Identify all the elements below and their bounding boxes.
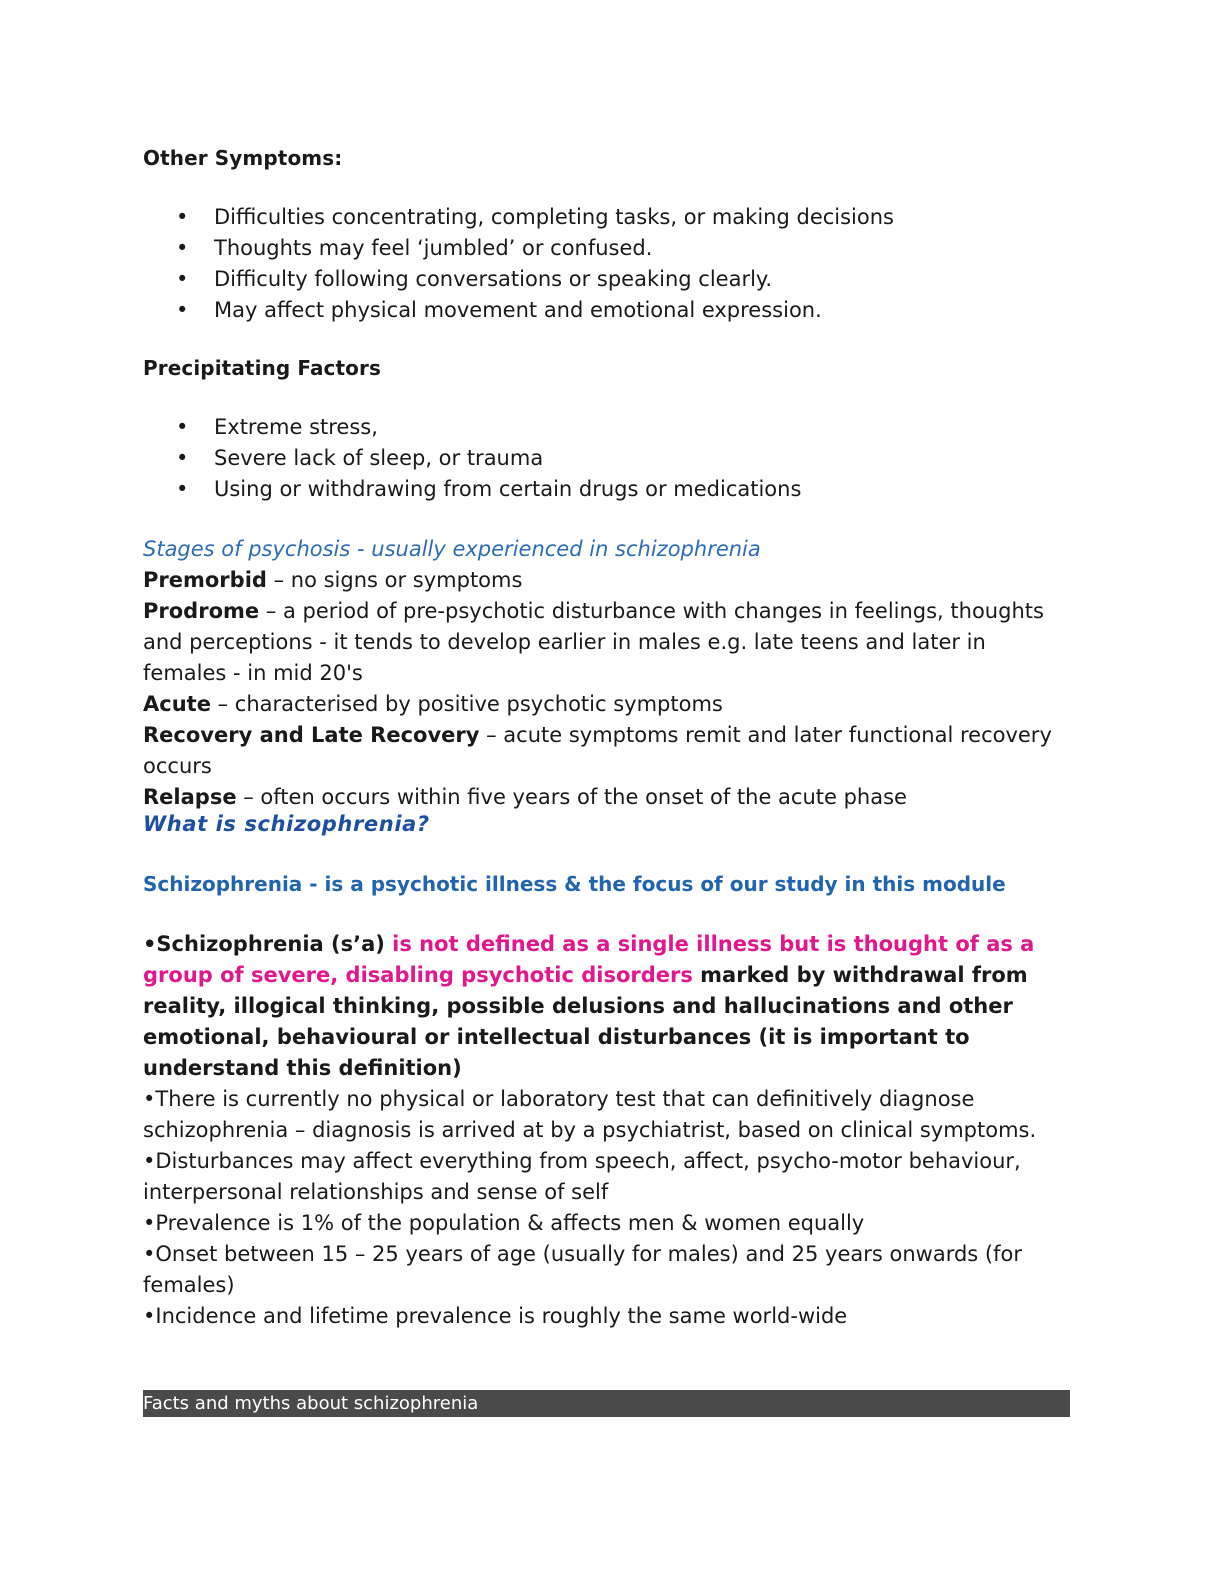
bullet-icon: • [176,205,189,229]
stage-term: Relapse [143,785,237,809]
bullet-icon: • [176,267,189,291]
list-item-text: Difficulties concentrating, completing tasks, or making decisions [214,205,894,229]
bullet-icon: • [176,236,189,260]
stage-term: Acute [143,692,211,716]
other-symptoms-heading: Other Symptoms: [143,146,343,170]
bullet-icon: • [176,477,189,501]
schizophrenia-subheading: Schizophrenia - is a psychotic illness & the focus of our study in this module [143,872,1006,896]
schizophrenia-body [143,929,1063,1332]
list-item-text: Difficulty following conversations or speaking clearly. [214,267,773,291]
point-diagnosis: •There is currently no physical or laboratory test that can definitively diagnose schizophrenia – diagnosis is arrived at by a psychiatrist, based on clinical symptoms. [143,1087,1037,1142]
definition-paragraph [143,929,1063,1084]
stage-description: – a period of pre-psychotic disturbance with changes in feelings, thoughts and perceptions - it tends to develop earlier in males e.g. late teens and later in females - in mid 20's [143,599,1044,685]
point-prevalence: •Prevalence is 1% of the population & affects men & women equally [143,1211,865,1235]
stage-relapse [143,782,1063,813]
list-item-text: Severe lack of sleep, or trauma [214,446,544,470]
stage-premorbid [143,565,1063,596]
precipitating-factors-list [143,412,1043,505]
list-item-text: May affect physical movement and emotional expression. [214,298,822,322]
stage-description: – acute symptoms remit and later functional recovery occurs [143,723,1052,778]
stage-description: – characterised by positive psychotic symptoms [210,692,723,716]
list-item [143,443,1043,474]
list-item [143,295,1043,326]
stage-term: Premorbid [143,568,267,592]
definition-rest: marked by withdrawal from reality, illogical thinking, possible delusions and hallucinations and other emotional, behavioural or intellectual disturbances (it is important to understand this definition) [143,963,1028,1080]
definition-lead: •Schizophrenia (s’a) [143,932,393,956]
stage-term: Recovery and Late Recovery [143,723,480,747]
point-disturbances: •Disturbances may affect everything from speech, affect, psycho-motor behaviour, interpersonal relationships and sense of self [143,1149,1021,1204]
precipitating-factors-heading: Precipitating Factors [143,356,381,380]
list-item-text: Extreme stress, [214,415,378,439]
list-item [143,412,1043,443]
what-is-schizophrenia-title: What is schizophrenia? [143,812,430,836]
list-item [143,264,1043,295]
bullet-icon: • [176,415,189,439]
definition-highlight: is not defined as a single illness but is thought of as a group of severe, disabling psychotic disorders [143,932,1035,987]
stage-recovery [143,720,1063,782]
stage-term: Prodrome [143,599,260,623]
list-item-text: Using or withdrawing from certain drugs or medications [214,477,802,501]
stage-acute [143,689,1063,720]
list-item-text: Thoughts may feel ‘jumbled’ or confused. [214,236,653,260]
bullet-icon: • [176,446,189,470]
stage-description: – often occurs within five years of the onset of the acute phase [236,785,907,809]
point-onset: •Onset between 15 – 25 years of age (usually for males) and 25 years onwards (for females) [143,1242,1022,1297]
stage-prodrome [143,596,1063,689]
list-item [143,202,1043,233]
bullet-icon: • [176,298,189,322]
stages-section [143,534,1063,813]
facts-myths-bar: Facts and myths about schizophrenia [143,1390,1070,1417]
other-symptoms-list [143,202,1043,326]
stages-title: Stages of psychosis - usually experienced in schizophrenia [143,537,761,561]
list-item [143,474,1043,505]
point-incidence: •Incidence and lifetime prevalence is roughly the same world-wide [143,1304,848,1328]
list-item [143,233,1043,264]
stage-description: – no signs or symptoms [266,568,523,592]
